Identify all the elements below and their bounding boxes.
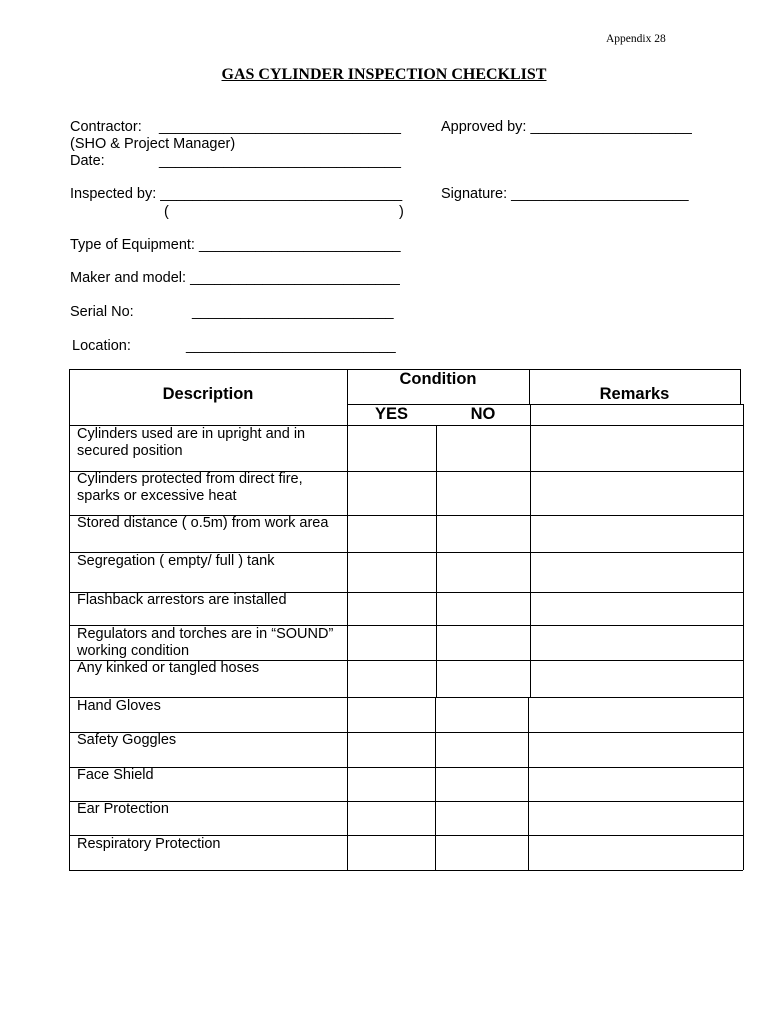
remarks-header: Remarks	[599, 385, 670, 403]
table-row: Cylinders protected from direct fire, sparks or excessive heat	[77, 471, 303, 504]
signature-field: Signature: ______________________	[441, 186, 689, 202]
table-row: Safety Goggles	[77, 732, 177, 748]
yes-header: YES	[374, 405, 409, 423]
paren-open: (	[164, 204, 169, 220]
no-header: NO	[470, 405, 496, 423]
table-row: Hand Gloves	[77, 698, 161, 714]
inspected-by-field: Inspected by: ______________________________	[70, 186, 403, 202]
appendix-label: Appendix 28	[606, 33, 666, 45]
location-label: Location:	[72, 338, 131, 354]
table-row: Cylinders used are in upright and in secured position	[77, 426, 306, 459]
table-row: Segregation ( empty/ full ) tank	[77, 553, 275, 569]
date-line: ______________________________	[159, 153, 401, 169]
no-cell[interactable]	[437, 426, 530, 471]
remarks-cell[interactable]	[531, 426, 743, 471]
serial-line: _________________________	[192, 304, 394, 320]
table-row: Respiratory Protection	[77, 836, 221, 852]
paren-close: )	[399, 204, 404, 220]
table-row: Any kinked or tangled hoses	[77, 660, 260, 676]
equipment-field: Type of Equipment: _________________________	[70, 237, 401, 253]
sho-label: (SHO & Project Manager)	[70, 136, 236, 152]
table-row: Regulators and torches are in “SOUND” working condition	[77, 626, 334, 659]
approved-by-field: Approved by: ____________________	[441, 119, 692, 135]
table-row: Flashback arrestors are installed	[77, 592, 287, 608]
contractor-line: ______________________________	[159, 119, 401, 135]
table-row: Stored distance ( o.5m) from work area	[77, 515, 329, 531]
table-row: Face Shield	[77, 767, 154, 783]
table-row: Ear Protection	[77, 801, 169, 817]
description-header: Description	[162, 385, 254, 403]
yes-cell[interactable]	[348, 426, 436, 471]
date-label: Date:	[70, 153, 105, 169]
page-title: GAS CYLINDER INSPECTION CHECKLIST	[221, 66, 547, 83]
condition-header: Condition	[399, 370, 477, 388]
maker-model-field: Maker and model: __________________________	[70, 270, 400, 286]
serial-label: Serial No:	[70, 304, 134, 320]
location-line: __________________________	[186, 338, 396, 354]
contractor-label: Contractor:	[70, 119, 142, 135]
